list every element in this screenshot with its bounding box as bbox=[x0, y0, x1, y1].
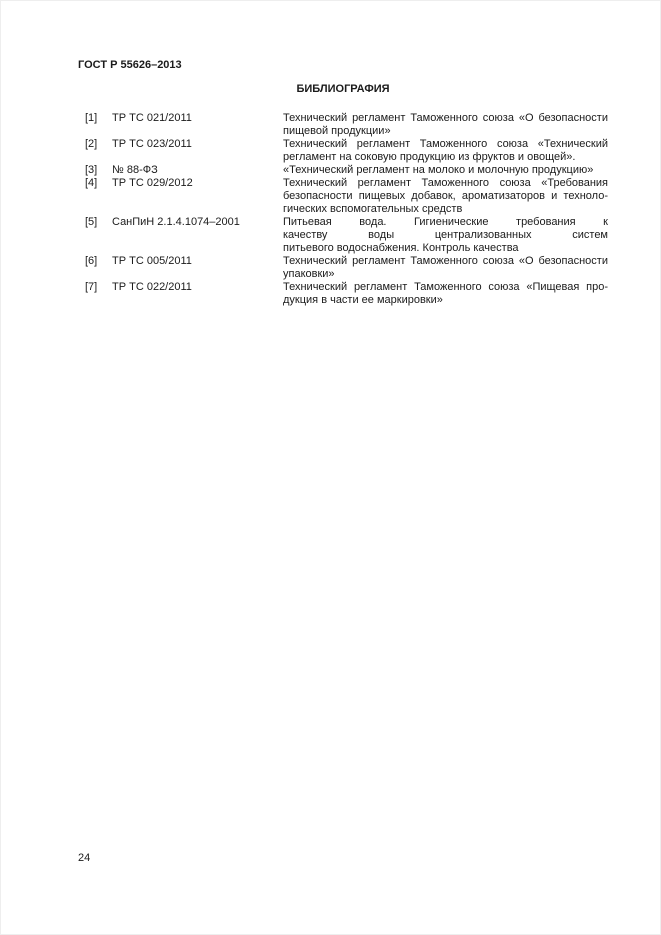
reference-description-line: гических вспомогательных средств bbox=[283, 203, 463, 215]
page-number: 24 bbox=[78, 852, 91, 864]
reference-designation: № 88-ФЗ bbox=[112, 164, 158, 176]
reference-description-line: Технический регламент Таможенного союза «Требования bbox=[283, 177, 608, 189]
reference-description-line: питьевого водоснабжения. Контроль качества bbox=[283, 242, 519, 254]
reference-description-line: Технический регламент Таможенного союза «Пищевая про- bbox=[283, 281, 608, 293]
reference-description bbox=[283, 138, 608, 164]
reference-designation: ТР ТС 023/2011 bbox=[112, 138, 192, 150]
reference-description-line: Технический регламент Таможенного союза «Технический bbox=[283, 138, 608, 150]
reference-number: [7] bbox=[85, 281, 98, 293]
reference-designation: ТР ТС 021/2011 bbox=[112, 112, 192, 124]
reference-description-line: Технический регламент Таможенного союза «О безопасности bbox=[283, 112, 608, 124]
reference-number: [6] bbox=[85, 255, 98, 267]
reference-description-line: дукция в части ее маркировки» bbox=[283, 294, 443, 306]
reference-description-line: «Технический регламент на молоко и молочную продукцию» bbox=[283, 164, 594, 176]
reference-designation: ТР ТС 022/2011 bbox=[112, 281, 192, 293]
standard-designation: ГОСТ Р 55626–2013 bbox=[78, 59, 182, 71]
reference-row bbox=[85, 177, 608, 216]
reference-designation: ТР ТС 029/2012 bbox=[112, 177, 193, 189]
reference-description-line: безопасности пищевых добавок, ароматизаторов и техноло- bbox=[283, 190, 608, 202]
reference-designation: СанПиН 2.1.4.1074–2001 bbox=[112, 216, 240, 228]
reference-row bbox=[85, 164, 608, 177]
reference-row bbox=[85, 281, 608, 307]
reference-row bbox=[85, 138, 608, 164]
reference-number: [4] bbox=[85, 177, 98, 189]
page-title: БИБЛИОГРАФИЯ bbox=[296, 83, 390, 95]
reference-description-line: Питьевая вода. Гигиенические требования к bbox=[283, 216, 608, 228]
reference-number: [3] bbox=[85, 164, 98, 176]
reference-description-line: качеству воды централизованных систем bbox=[283, 229, 608, 241]
reference-description bbox=[283, 112, 608, 138]
reference-number: [2] bbox=[85, 138, 98, 150]
reference-description-line: упаковки» bbox=[283, 268, 335, 280]
reference-row bbox=[85, 216, 608, 255]
reference-description bbox=[283, 177, 608, 216]
reference-designation: ТР ТС 005/2011 bbox=[112, 255, 192, 267]
reference-description-line: Технический регламент Таможенного союза «О безопасности bbox=[283, 255, 608, 267]
reference-description bbox=[283, 281, 608, 307]
reference-description bbox=[283, 216, 608, 255]
bibliography-list bbox=[85, 112, 608, 307]
reference-row bbox=[85, 112, 608, 138]
reference-description bbox=[283, 164, 608, 177]
reference-description-line: пищевой продукции» bbox=[283, 125, 391, 137]
reference-description-line: регламент на соковую продукцию из фруктов и овощей». bbox=[283, 151, 576, 163]
reference-number: [5] bbox=[85, 216, 98, 228]
reference-row bbox=[85, 255, 608, 281]
reference-description bbox=[283, 255, 608, 281]
reference-number: [1] bbox=[85, 112, 98, 124]
